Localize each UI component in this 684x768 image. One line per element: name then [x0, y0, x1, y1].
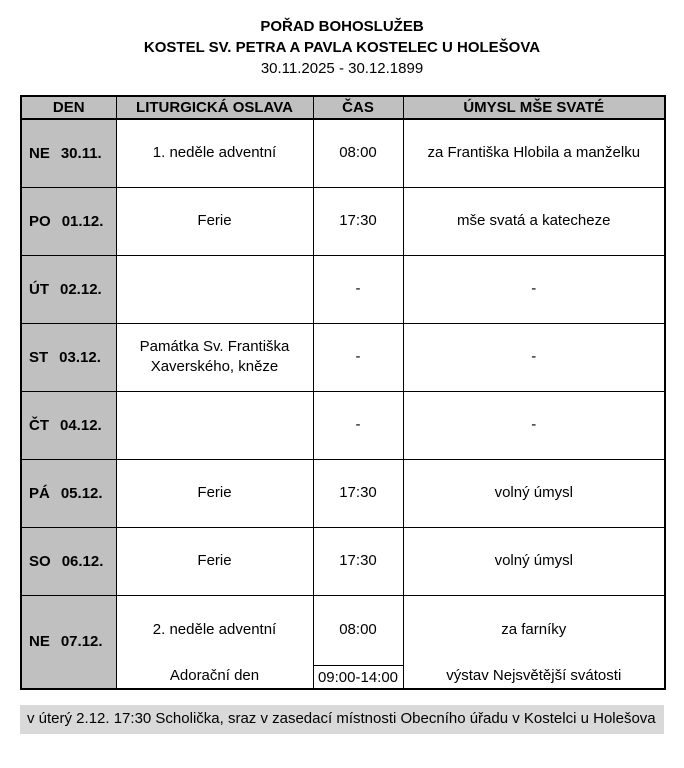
day-cell [21, 119, 116, 187]
time-cell-text: - [355, 416, 361, 433]
celebration-cell-text: Ferie [197, 552, 232, 569]
day-abbrev: ÚT [29, 280, 49, 298]
celebration-cell [116, 595, 313, 689]
time-cell-text: 17:30 [339, 552, 377, 569]
celebration-cell [116, 255, 313, 323]
time-cell [313, 527, 403, 595]
table-row [21, 595, 665, 689]
intention-cell [403, 459, 665, 527]
celebration-cell [116, 459, 313, 527]
time-cell [313, 119, 403, 187]
celebration-cell-text: Ferie [197, 484, 232, 501]
schedule-header [21, 96, 665, 119]
celebration-cell-text: 2. neděle adventní [152, 620, 277, 638]
day-abbrev: SO [29, 552, 51, 570]
table-row [21, 119, 665, 187]
day-abbrev: ST [29, 348, 49, 366]
celebration-cell-text: Památka Sv. Františka Xaverského, kněze [139, 338, 290, 375]
day-cell [21, 527, 116, 595]
footer-note: v úterý 2.12. 17:30 Scholička, sraz v zasedací místnosti Obecního úřadu v Kostelci u Holešova [20, 705, 664, 734]
table-row [21, 255, 665, 323]
day-date: 06.12. [61, 552, 104, 570]
table-row [21, 323, 665, 391]
day-date: 03.12. [59, 348, 101, 366]
day-date: 04.12. [60, 416, 102, 434]
table-row [21, 391, 665, 459]
time-cell-text: - [355, 348, 361, 365]
schedule-table [20, 95, 666, 690]
time-cell-text: 08:00 [339, 144, 377, 162]
time-cell [313, 187, 403, 255]
time-cell-text: - [355, 280, 361, 297]
schedule-body [21, 119, 665, 689]
intention-cell [403, 527, 665, 595]
table-row [21, 527, 665, 595]
time-cell [313, 255, 403, 323]
intention-cell [403, 187, 665, 255]
column-header-den: DEN [21, 96, 116, 119]
celebration-cell-text: 1. neděle adventní [152, 144, 277, 162]
intention-cell-text: volný úmysl [494, 552, 573, 569]
day-cell [21, 459, 116, 527]
day-date: 05.12. [60, 484, 103, 502]
day-cell [21, 323, 116, 391]
day-abbrev: PÁ [29, 484, 50, 502]
celebration-cell [116, 527, 313, 595]
time-cell [313, 323, 403, 391]
column-header-cas: ČAS [313, 96, 403, 119]
intention-cell [403, 391, 665, 459]
intention-cell-text: - [531, 348, 537, 365]
time-cell-text: 17:30 [339, 212, 377, 229]
intention-cell-text: - [531, 280, 537, 297]
column-header-umysl: ÚMYSL MŠE SVATÉ [403, 96, 665, 119]
time-cell [313, 391, 403, 459]
celebration-cell-text: Ferie [197, 212, 232, 229]
intention-cell-text: výstav Nejsvětější svátosti [446, 666, 622, 684]
day-cell [21, 187, 116, 255]
celebration-cell [116, 391, 313, 459]
day-abbrev: NE [29, 144, 50, 162]
celebration-cell [116, 323, 313, 391]
day-abbrev: ČT [29, 416, 49, 434]
intention-cell-text: za farníky [501, 620, 567, 638]
day-abbrev: PO [29, 212, 51, 230]
time-cell-text: 17:30 [339, 484, 377, 501]
day-cell [21, 391, 116, 459]
document-subtitle: KOSTEL SV. PETRA A PAVLA KOSTELEC U HOLEŠOVA [143, 39, 541, 56]
intention-cell [403, 255, 665, 323]
header-row [21, 96, 665, 119]
intention-cell-text: - [531, 416, 537, 433]
document-header [20, 16, 664, 79]
column-header-oslava: LITURGICKÁ OSLAVA [116, 96, 313, 119]
table-row [21, 187, 665, 255]
intention-cell [403, 119, 665, 187]
intention-cell-text: volný úmysl [494, 484, 573, 501]
date-range: 30.11.2025 - 30.12.1899 [260, 60, 424, 77]
document-title: POŘAD BOHOSLUŽEB [260, 18, 424, 35]
celebration-cell [116, 119, 313, 187]
day-cell [21, 595, 116, 689]
table-row [21, 459, 665, 527]
time-cell [313, 459, 403, 527]
day-date: 30.11. [60, 144, 102, 162]
celebration-cell-text: Adorační den [169, 666, 260, 684]
day-date: 07.12. [60, 633, 103, 651]
intention-cell-text: mše svatá a katecheze [457, 212, 611, 229]
day-abbrev: NE [29, 633, 50, 651]
intention-cell-text: za Františka Hlobila a manželku [427, 144, 641, 162]
day-date: 02.12. [60, 280, 102, 298]
day-date: 01.12. [61, 212, 104, 230]
intention-cell [403, 595, 665, 689]
celebration-cell [116, 187, 313, 255]
time-cell-text: 09:00-14:00 [314, 665, 403, 688]
day-cell [21, 255, 116, 323]
time-cell-text: 08:00 [339, 620, 377, 638]
time-cell [313, 595, 403, 689]
intention-cell [403, 323, 665, 391]
